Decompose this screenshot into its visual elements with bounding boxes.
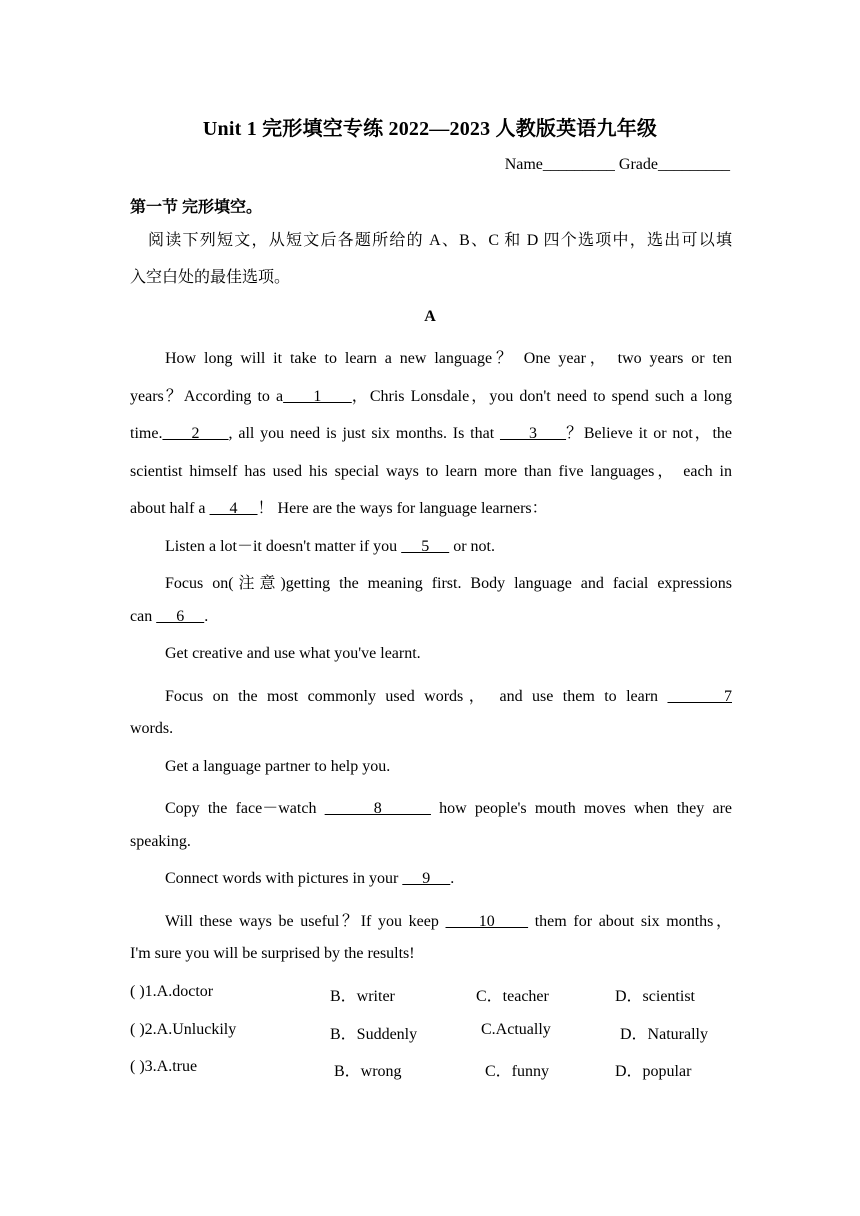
blank-8: 8 [324, 800, 431, 817]
passage-text: how people's mouth moves when they are [430, 800, 733, 817]
passage-label: A [424, 308, 436, 325]
question-number: ( )2.A.Unluckily [130, 1021, 237, 1038]
passage-line: Get a language partner to help you. [165, 758, 391, 775]
option-b: B．wrong [334, 1063, 402, 1080]
option-c: C．funny [485, 1063, 550, 1080]
passage-text: ？Believe it or not，the [566, 425, 733, 442]
passage-line [165, 908, 732, 931]
blank-9: 9 [402, 870, 451, 887]
passage-text: or not. [449, 538, 495, 555]
page-title: Unit 1 完形填空专练 2022—2023 人教版英语九年级 [202, 118, 658, 140]
passage-line [130, 383, 732, 406]
passage-text: . [450, 870, 455, 887]
passage-text: Copy the face－watch [165, 800, 325, 817]
passage-line [130, 495, 732, 518]
passage-text: ！ Here are the ways for language learners： [257, 500, 548, 517]
passage-text: Connect words with pictures in your [165, 870, 403, 887]
passage-text: years？According to a [130, 388, 284, 405]
blank-10: 10 [445, 913, 529, 930]
option-b: B．Suddenly [330, 1026, 418, 1043]
passage-line: How long will it take to learn a new language？ One year， two years or ten [165, 350, 732, 367]
passage-line [165, 795, 732, 818]
passage-text: Will these ways be useful？If you keep [165, 913, 446, 930]
passage-text: them for about six months， [528, 913, 732, 930]
blank-7: 7 [667, 688, 732, 705]
passage-line [165, 870, 732, 888]
passage-text: can [130, 608, 157, 625]
option-d: D．scientist [615, 988, 695, 1005]
passage-text: . [204, 608, 209, 625]
passage-line [130, 608, 732, 626]
blank-5: 5 [401, 538, 450, 555]
option-b: B．writer [330, 988, 395, 1005]
passage-line [165, 533, 732, 556]
passage-text: about half a [130, 500, 210, 517]
section-heading: 第一节 完形填空。 [130, 199, 263, 216]
name-grade-line: Name_________ Grade_________ [504, 156, 730, 173]
passage-line [130, 420, 732, 443]
passage-text: ，Chris Lonsdale，you don't need to spend such a long [351, 388, 732, 405]
blank-3: 3 [499, 425, 567, 442]
option-d: D．popular [615, 1063, 692, 1080]
passage-line: Get creative and use what you've learnt. [165, 645, 421, 662]
passage-line: words. [130, 720, 174, 737]
option-c: C．teacher [476, 988, 549, 1005]
question-number: ( )1.A.doctor [130, 983, 214, 1000]
passage-text: Listen a lot－it doesn't matter if you [165, 538, 402, 555]
passage-line [165, 683, 732, 706]
blank-2: 2 [162, 425, 229, 442]
instruction-line-2: 入空白处的最佳选项。 [130, 269, 291, 286]
passage-text: Focus on the most commonly used words， and use them to learn [165, 688, 668, 705]
blank-4: 4 [209, 500, 258, 517]
passage-line: Focus on(注意)getting the meaning first. Body language and facial expressions [165, 575, 732, 592]
blank-6: 6 [156, 608, 205, 625]
option-d: D．Naturally [620, 1026, 708, 1043]
option-c: C.Actually [481, 1021, 551, 1038]
instruction-line-1: 阅读下列短文，从短文后各题所给的 A、B、C 和 D 四个选项中，选出可以填 [148, 232, 732, 249]
passage-text: time. [130, 425, 163, 442]
passage-text: , all you need is just six months. Is that [228, 425, 500, 442]
passage-line: scientist himself has used his special ways to learn more than five languages， each in [130, 463, 732, 480]
question-number: ( )3.A.true [130, 1058, 198, 1075]
blank-1: 1 [283, 388, 352, 405]
passage-line: speaking. [130, 833, 191, 850]
passage-line: I'm sure you will be surprised by the results! [130, 945, 415, 962]
